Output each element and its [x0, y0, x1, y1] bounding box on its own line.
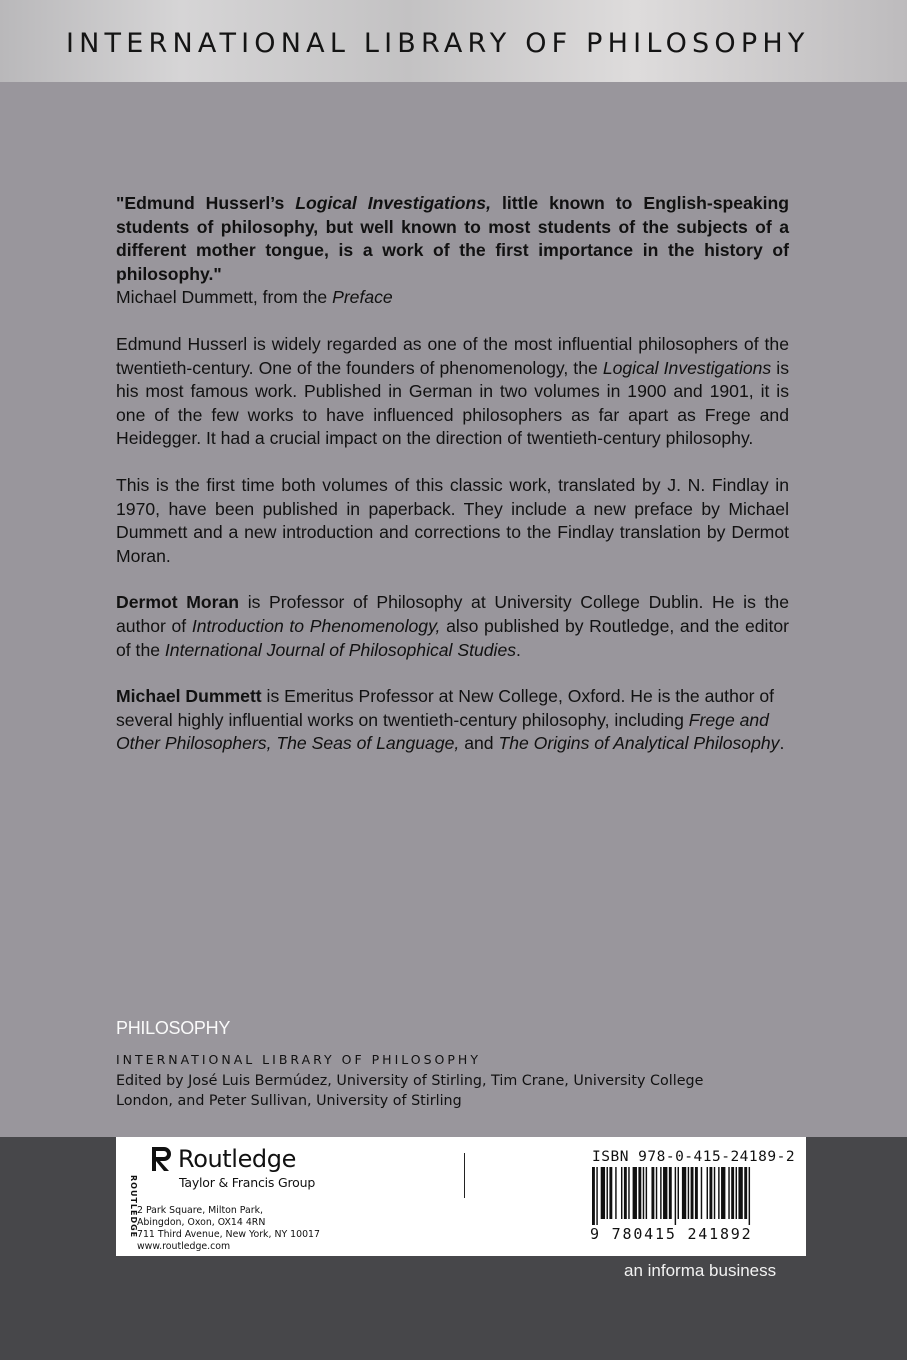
- series-editors: Edited by José Luis Bermúdez, University of Stirling, Tim Crane, University College London, and Peter Sullivan, University of Stirling: [116, 1073, 704, 1109]
- barcode-bar: [615, 1167, 616, 1219]
- barcode-bar: [660, 1167, 661, 1219]
- dummett-end: .: [779, 733, 785, 754]
- moran-text-2: also published by Routledge, and the editor of the: [116, 615, 789, 660]
- description-paragraph: [116, 333, 789, 451]
- routledge-logo-icon: [150, 1145, 174, 1173]
- dummett-book-3: The Origins of Analytical Philosophy: [498, 733, 780, 754]
- barcode-bar: [691, 1167, 694, 1219]
- publisher-panel: [116, 1137, 806, 1256]
- quote-text-end: little known to English-speaking students of philosophy, but well known to most students of the subjects of a different mother tongue, is a work of the first importance in the history of philosophy.": [116, 193, 789, 284]
- dummett-text: is Emeritus Professor at New College, Oxford. He is the author of several highly influential works on twentieth-century philosophy, including: [116, 686, 775, 730]
- barcode-bar: [682, 1167, 686, 1219]
- attribution-source: Preface: [332, 287, 393, 308]
- subject-category: PHILOSOPHY: [116, 1018, 231, 1038]
- dummett-text-2: and: [459, 733, 499, 754]
- barcode-bar: [638, 1167, 641, 1219]
- moran-end: .: [516, 639, 521, 660]
- series-name: INTERNATIONAL LIBRARY OF PHILOSOPHY: [116, 1052, 481, 1067]
- quote-attribution: [116, 286, 789, 310]
- barcode-bar: [695, 1167, 698, 1219]
- address-line: Abingdon, Oxon, OX14 4RN: [137, 1217, 266, 1228]
- barcode-bar: [621, 1167, 622, 1219]
- barcode-bar: [728, 1167, 729, 1219]
- barcode-bar: [744, 1167, 747, 1219]
- vertical-logo-text: [111, 1169, 138, 1239]
- series-title: INTERNATIONAL LIBRARY OF PHILOSOPHY: [66, 28, 810, 59]
- dummett-bio: [116, 685, 789, 756]
- barcode: [588, 1167, 798, 1225]
- review-quote: [116, 192, 789, 286]
- barcode-bar: [651, 1167, 654, 1219]
- publisher-address: [137, 1205, 320, 1253]
- barcode-bar: [628, 1167, 629, 1219]
- barcode-bar: [688, 1167, 689, 1219]
- edition-paragraph: This is the first time both volumes of this classic work, translated by J. N. Findlay in 1970, have been published in paperback. They include a new preface by Michael Dummett and a new introduction and corrections to the Findlay translation by Dermot Moran.: [116, 474, 789, 566]
- isbn-label: ISBN 978-0-415-24189-2: [592, 1149, 796, 1165]
- barcode-bar: [738, 1167, 742, 1219]
- back-cover-text: [116, 192, 789, 779]
- description-title: Logical Investigations: [602, 357, 772, 378]
- address-line: 711 Third Avenue, New York, NY 10017: [137, 1229, 320, 1240]
- barcode-bar: [714, 1167, 715, 1219]
- quote-text: "Edmund Husserl’s: [116, 193, 296, 213]
- barcode-bar: [663, 1167, 667, 1219]
- barcode-bar: [669, 1167, 672, 1219]
- barcode-bar: [643, 1167, 644, 1219]
- barcode-bar: [736, 1167, 737, 1219]
- barcode-bar: [718, 1167, 719, 1219]
- moran-journal: International Journal of Philosophical Studies: [164, 639, 517, 660]
- barcode-bar: [609, 1167, 612, 1219]
- header-band: [0, 0, 907, 82]
- barcode-bar: [596, 1167, 597, 1225]
- description-text: Edmund Husserl is widely regarded as one of the most influential philosophers of the twentieth-century. One of the founders of phenomenology, the: [116, 333, 789, 378]
- barcode-bar: [601, 1167, 605, 1219]
- quote-book-title: Logical Investigations,: [295, 193, 491, 213]
- barcode-bar: [624, 1167, 627, 1219]
- panel-divider: [464, 1153, 465, 1198]
- description-text-end: is his most famous work. Published in German in two volumes in 1900 and 1901, it is one of the few works to have influenced philosophers as far apart as Frege and Heidegger. It had a crucial impact on the direction of twentieth-century philosophy.: [116, 357, 790, 449]
- barcode-bar: [749, 1167, 750, 1225]
- publisher-group: Taylor & Francis Group: [179, 1175, 316, 1190]
- address-line: 2 Park Square, Milton Park,: [137, 1205, 264, 1216]
- barcode-bar: [707, 1167, 708, 1219]
- barcode-bar: [633, 1167, 637, 1219]
- barcode-bar: [675, 1167, 676, 1225]
- moran-text: is Professor of Philosophy at University College Dublin. He is the author of: [116, 592, 789, 636]
- dummett-books: Frege and Other Philosophers, The Seas of Language,: [116, 709, 769, 754]
- moran-book: Introduction to Phenomenology,: [191, 615, 441, 636]
- moran-bio: [116, 591, 789, 662]
- publisher-name: Routledge: [178, 1145, 296, 1173]
- vertical-logo-label: ROUTLEDGE: [129, 1175, 138, 1239]
- barcode-bar: [592, 1167, 595, 1225]
- barcode-bar: [701, 1167, 702, 1219]
- barcode-bar: [721, 1167, 725, 1219]
- barcode-bar: [678, 1167, 679, 1219]
- barcode-digits: 9 780415 241892: [590, 1225, 753, 1243]
- barcode-bar: [607, 1167, 608, 1219]
- attribution-text: Michael Dummett, from the: [116, 287, 333, 308]
- publisher-website: www.routledge.com: [137, 1241, 231, 1252]
- dummett-name: Michael Dummett: [116, 686, 262, 707]
- barcode-bar: [656, 1167, 657, 1219]
- barcode-bar: [646, 1167, 647, 1219]
- informa-tagline: an informa business: [624, 1261, 777, 1280]
- barcode-bar: [731, 1167, 734, 1219]
- barcode-bar: [709, 1167, 712, 1219]
- moran-name: Dermot Moran: [116, 592, 240, 613]
